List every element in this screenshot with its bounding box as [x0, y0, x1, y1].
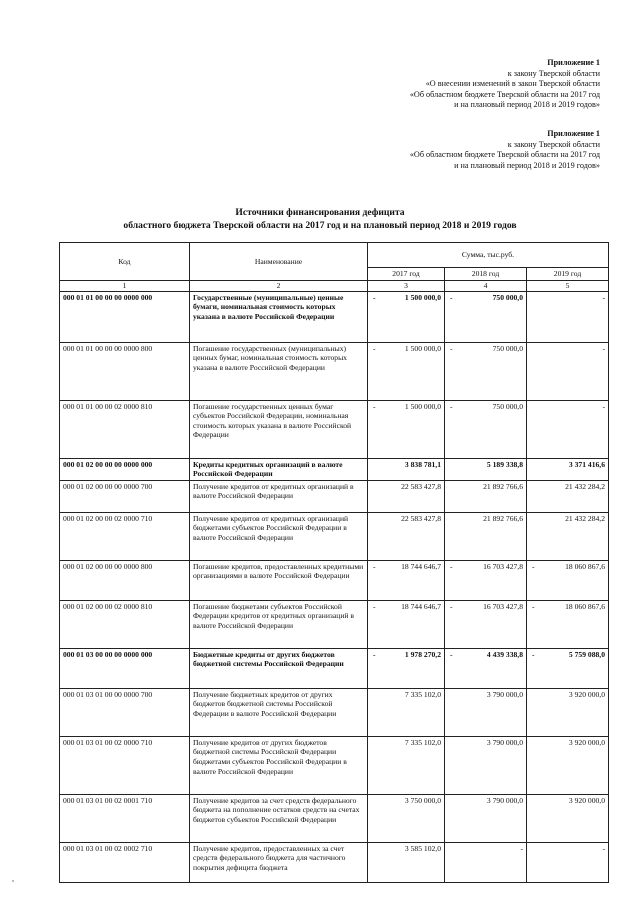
amount-value: -	[602, 292, 605, 302]
cell-amount-2018	[445, 458, 527, 480]
cell-amount-2017	[368, 480, 445, 512]
amount-value: 3 920 000,0	[568, 737, 605, 747]
column-index: 2	[190, 280, 368, 291]
header-2019: 2019 год	[527, 268, 609, 281]
cell-amount-2019	[527, 648, 609, 688]
amount-value: 3 585 102,0	[404, 843, 441, 853]
cell-amount-2019	[527, 400, 609, 458]
amount-value: 18 060 867,6	[565, 601, 605, 611]
annex-line: и на плановый период 2018 и 2019 годов»	[454, 160, 600, 170]
amount-value: 1 500 000,0	[404, 401, 441, 411]
negative-sign: -	[532, 561, 535, 571]
document-title	[0, 206, 640, 232]
cell-code: 000 01 02 00 00 00 0000 700	[60, 480, 190, 512]
negative-sign: -	[373, 601, 376, 611]
cell-name: Получение кредитов за счет средств федерального бюджета на пополнение остатков средств на счетах бюджетов субъектов Российской Федерации	[190, 794, 368, 842]
amount-value: 5 189 338,8	[486, 459, 523, 469]
negative-sign: -	[450, 343, 453, 353]
cell-code: 000 01 03 00 00 00 0000 000	[60, 648, 190, 688]
cell-amount-2017	[368, 458, 445, 480]
cell-amount-2019	[527, 512, 609, 560]
amount-value: 3 790 000,0	[486, 689, 523, 699]
scan-speck	[12, 880, 14, 882]
cell-amount-2018	[445, 400, 527, 458]
amount-value: -	[602, 343, 605, 353]
header-code: Код	[60, 243, 190, 281]
table-row	[60, 512, 609, 560]
table-row	[60, 458, 609, 480]
cell-name: Получение кредитов, предоставленных за счет средств федерального бюджета для частичного покрытия дефицита бюджета	[190, 842, 368, 882]
amount-value: 22 583 427,8	[401, 513, 441, 523]
cell-name: Кредиты кредитных организаций в валюте Российской Федерации	[190, 458, 368, 480]
cell-name: Государственные (муниципальные) ценные бумаги, номинальная стоимость которых указана в валюте Российской Федерации	[190, 291, 368, 342]
cell-name: Получение кредитов от кредитных организаций бюджетами субъектов Российской Федерации в валюте Российской Федерации	[190, 512, 368, 560]
cell-name: Бюджетные кредиты от других бюджетов бюджетной системы Российской Федерации	[190, 648, 368, 688]
header-2017: 2017 год	[368, 268, 445, 281]
amount-value: 22 583 427,8	[401, 481, 441, 491]
negative-sign: -	[373, 561, 376, 571]
negative-sign: -	[450, 561, 453, 571]
amount-value: -	[602, 401, 605, 411]
cell-amount-2019	[527, 480, 609, 512]
cell-amount-2018	[445, 342, 527, 400]
column-index: 5	[527, 280, 609, 291]
amount-value: 3 750 000,0	[404, 795, 441, 805]
cell-name: Погашение бюджетами субъектов Российской Федерации кредитов от кредитных организаций в валюте Российской Федерации	[190, 600, 368, 648]
table-row	[60, 688, 609, 736]
cell-name: Получение бюджетных кредитов от других бюджетов бюджетной системы Российской Федерации в валюте Российской Федерации	[190, 688, 368, 736]
title-line-2: областного бюджета Тверской области на 2017 год и на плановый период 2018 и 2019 годов	[123, 220, 517, 231]
cell-amount-2017	[368, 342, 445, 400]
cell-amount-2018	[445, 688, 527, 736]
negative-sign: -	[373, 343, 376, 353]
header-2018: 2018 год	[445, 268, 527, 281]
negative-sign: -	[450, 292, 453, 302]
cell-code: 000 01 02 00 00 00 0000 000	[60, 458, 190, 480]
table-row	[60, 648, 609, 688]
cell-amount-2019	[527, 794, 609, 842]
header-name: Наименование	[190, 243, 368, 281]
cell-amount-2017	[368, 736, 445, 794]
cell-amount-2017	[368, 648, 445, 688]
cell-amount-2019	[527, 291, 609, 342]
annex-line: и на плановый период 2018 и 2019 годов»	[454, 100, 600, 109]
negative-sign: -	[450, 601, 453, 611]
cell-code: 000 01 03 01 00 02 0002 710	[60, 842, 190, 882]
amount-value: 3 790 000,0	[486, 737, 523, 747]
annex-heading: Приложение 1	[547, 58, 600, 67]
cell-amount-2017	[368, 688, 445, 736]
table-row	[60, 291, 609, 342]
title-line-1: Источники финансирования дефицита	[235, 207, 405, 218]
cell-name: Погашение кредитов, предоставленных кредитными организациями в валюте Российской Федерации	[190, 560, 368, 600]
cell-name: Погашение государственных ценных бумаг субъектов Российской Федерации, номинальная стоимость которых указана в валюте Российской Федерации	[190, 400, 368, 458]
cell-amount-2018	[445, 842, 527, 882]
negative-sign: -	[450, 649, 453, 659]
amount-value: 1 978 270,2	[404, 649, 441, 659]
table-row	[60, 794, 609, 842]
cell-amount-2018	[445, 291, 527, 342]
annex-line: «Об областном бюджете Тверской области на 2017 год	[409, 150, 600, 159]
amount-value: 3 371 416,6	[568, 459, 605, 469]
cell-amount-2019	[527, 688, 609, 736]
amount-value: 18 744 646,7	[401, 601, 441, 611]
cell-code: 000 01 01 00 00 02 0000 810	[60, 400, 190, 458]
amount-value: 21 432 284,2	[565, 481, 605, 491]
table-row	[60, 400, 609, 458]
cell-amount-2018	[445, 560, 527, 600]
cell-amount-2017	[368, 560, 445, 600]
cell-code: 000 01 03 01 00 02 0000 710	[60, 736, 190, 794]
header-row	[60, 243, 609, 268]
cell-amount-2019	[527, 842, 609, 882]
cell-code: 000 01 01 00 00 00 0000 800	[60, 342, 190, 400]
cell-amount-2018	[445, 736, 527, 794]
amount-value: 21 892 766,6	[483, 481, 523, 491]
cell-code: 000 01 02 00 00 00 0000 800	[60, 560, 190, 600]
amount-value: 3 920 000,0	[568, 689, 605, 699]
financing-sources-table	[59, 242, 609, 883]
cell-amount-2019	[527, 342, 609, 400]
cell-amount-2019	[527, 736, 609, 794]
amount-value: 750 000,0	[492, 401, 523, 411]
amount-value: 16 703 427,8	[483, 601, 523, 611]
amount-value: 3 838 781,1	[404, 459, 441, 469]
table-row	[60, 560, 609, 600]
table-row	[60, 736, 609, 794]
amount-value: -	[520, 843, 523, 853]
amount-value: 21 892 766,6	[483, 513, 523, 523]
negative-sign: -	[373, 401, 376, 411]
cell-code: 000 01 01 00 00 00 0000 000	[60, 291, 190, 342]
amount-value: 7 335 102,0	[404, 737, 441, 747]
cell-code: 000 01 02 00 00 02 0000 810	[60, 600, 190, 648]
amount-value: 1 500 000,0	[404, 343, 441, 353]
amount-value: 7 335 102,0	[404, 689, 441, 699]
amount-value: 21 432 284,2	[565, 513, 605, 523]
cell-amount-2019	[527, 560, 609, 600]
cell-amount-2017	[368, 842, 445, 882]
table-body	[60, 291, 609, 882]
annex-line: к закону Тверской области	[507, 139, 600, 149]
annex-line: «Об областном бюджете Тверской области на 2017 год	[409, 89, 600, 99]
negative-sign: -	[532, 601, 535, 611]
cell-amount-2019	[527, 458, 609, 480]
cell-amount-2018	[445, 648, 527, 688]
amount-value: 5 759 088,0	[568, 649, 605, 659]
cell-amount-2017	[368, 600, 445, 648]
annex-line: «О внесении изменений в закон Тверской области	[425, 79, 600, 88]
annex-block-2	[410, 129, 600, 171]
cell-amount-2018	[445, 480, 527, 512]
amount-value: -	[602, 843, 605, 853]
cell-amount-2018	[445, 600, 527, 648]
cell-amount-2018	[445, 512, 527, 560]
cell-amount-2017	[368, 291, 445, 342]
cell-name: Получение кредитов от других бюджетов бюджетной системы Российской Федерации бюджетами субъектов Российской Федерации в валюте Российской Федерации	[190, 736, 368, 794]
amount-value: 18 744 646,7	[401, 561, 441, 571]
annex-line: к закону Тверской области	[507, 68, 600, 78]
cell-name: Погашение государственных (муниципальных) ценных бумаг, номинальная стоимость которых указана в валюте Российской Федерации	[190, 342, 368, 400]
cell-code: 000 01 02 00 00 02 0000 710	[60, 512, 190, 560]
annex-heading: Приложение 1	[547, 129, 600, 138]
column-index: 1	[60, 280, 190, 291]
amount-value: 750 000,0	[492, 343, 523, 353]
negative-sign: -	[450, 401, 453, 411]
column-index: 3	[368, 280, 445, 291]
amount-value: 16 703 427,8	[483, 561, 523, 571]
amount-value: 3 790 000,0	[486, 795, 523, 805]
negative-sign: -	[532, 649, 535, 659]
table-row	[60, 342, 609, 400]
table-row	[60, 480, 609, 512]
amount-value: 3 920 000,0	[568, 795, 605, 805]
cell-code: 000 01 03 01 00 00 0000 700	[60, 688, 190, 736]
annex-block-1	[410, 58, 600, 111]
amount-value: 750 000,0	[492, 292, 523, 302]
cell-name: Получение кредитов от кредитных организаций в валюте Российской Федерации	[190, 480, 368, 512]
negative-sign: -	[373, 649, 376, 659]
amount-value: 4 439 338,8	[486, 649, 523, 659]
negative-sign: -	[373, 292, 376, 302]
amount-value: 1 500 000,0	[404, 292, 441, 302]
table-row	[60, 600, 609, 648]
cell-amount-2017	[368, 512, 445, 560]
cell-amount-2017	[368, 400, 445, 458]
header-sum: Сумма, тыс.руб.	[368, 243, 609, 268]
cell-code: 000 01 03 01 00 02 0001 710	[60, 794, 190, 842]
table-row	[60, 842, 609, 882]
column-index-row	[60, 280, 609, 291]
cell-amount-2018	[445, 794, 527, 842]
column-index: 4	[445, 280, 527, 291]
amount-value: 18 060 867,6	[565, 561, 605, 571]
cell-amount-2017	[368, 794, 445, 842]
cell-amount-2019	[527, 600, 609, 648]
